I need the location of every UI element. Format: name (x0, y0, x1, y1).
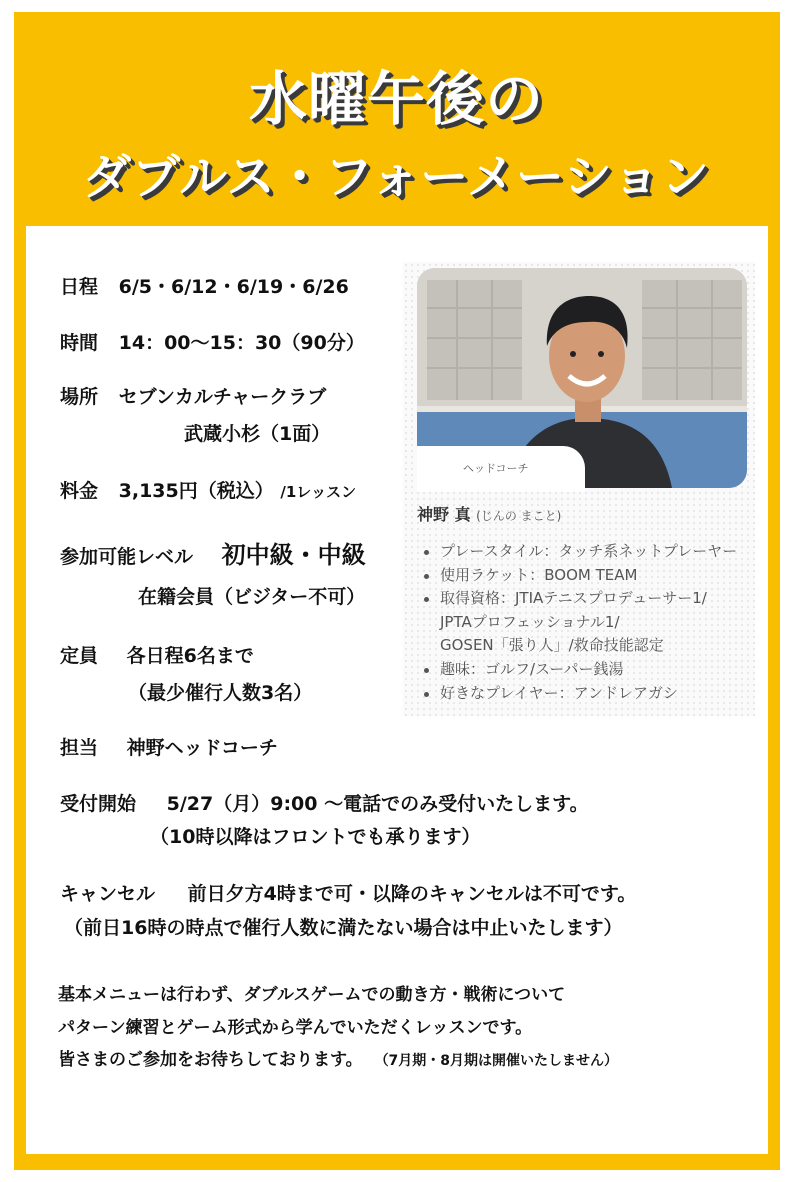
coach-name (417, 502, 561, 525)
description-line-2: パターン練習とゲーム形式から学んでいただくレッスンです。 (58, 1018, 533, 1038)
title-line-1: 水曜午後の (248, 65, 544, 133)
schedule-label: 日程 (60, 276, 99, 298)
description-line-3-text: 皆さまのご参加をお待ちしております。 (58, 1050, 363, 1070)
bio-item-continued: GOSEN「張り人」/救命技能認定 (440, 636, 664, 655)
level-sub: 在籍会員（ビジター不可） (138, 586, 366, 608)
fee-row (60, 476, 356, 503)
cancel-label: キャンセル (60, 883, 156, 905)
time-row (60, 328, 365, 355)
capacity-row (60, 641, 254, 668)
place-value-2: 武蔵小杉（1面） (184, 423, 331, 445)
reception-label: 受付開始 (60, 793, 137, 815)
reception-sub: （10時以降はフロントでも承ります） (150, 826, 481, 848)
fee-unit: /1レッスン (280, 483, 357, 501)
fee-label: 料金 (60, 480, 99, 502)
place-label: 場所 (60, 386, 99, 408)
time-value: 14：00〜15：30（90分） (118, 332, 365, 354)
coach-name-text: 神野 真 (417, 505, 471, 524)
instructor-value: 神野ヘッドコーチ (126, 737, 278, 759)
coach-tab-label: ヘッドコーチ (463, 462, 529, 475)
time-label: 時間 (60, 332, 99, 354)
cancel-sub: （前日16時の時点で催行人数に満たない場合は中止いたします） (64, 917, 623, 939)
capacity-value: 各日程6名まで (126, 645, 254, 667)
coach-name-kana: (じんの まこと) (476, 509, 562, 523)
level-label: 参加可能レベル (60, 546, 194, 568)
cancel-value: 前日夕方4時まで可・以降のキャンセルは不可です。 (187, 883, 637, 905)
schedule-value: 6/5・6/12・6/19・6/26 (118, 276, 349, 298)
cancel-row (60, 879, 636, 906)
title-line-2: ダブルス・フォーメーション (83, 149, 710, 205)
bio-item: 趣味：ゴルフ/スーパー銭湯 (420, 658, 737, 682)
capacity-label: 定員 (60, 645, 99, 667)
reception-value: 5/27（月）9:00 〜電話でのみ受付いたします。 (166, 793, 589, 815)
place-row (60, 382, 326, 409)
place-value: セブンカルチャークラブ (118, 386, 327, 408)
schedule-row (60, 272, 349, 299)
bio-item: 好きなプレイヤー：アンドレアガシ (420, 682, 737, 706)
instructor-label: 担当 (60, 737, 99, 759)
coach-bio-list (420, 540, 737, 705)
fee-value: 3,135円（税込） (118, 480, 274, 502)
reception-row (60, 789, 589, 816)
level-value: 初中級・中級 (221, 541, 366, 569)
bio-item: プレースタイル：タッチ系ネットプレーヤー (420, 540, 737, 564)
level-row (60, 535, 366, 570)
bio-item: 使用ラケット：BOOM TEAM (420, 564, 737, 588)
bio-item: 取得資格：JTIAテニスプロデューサー1/ (420, 587, 737, 611)
capacity-sub: （最少催行人数3名） (128, 682, 313, 704)
bio-item-continued: JPTAプロフェッショナル1/ (440, 612, 620, 631)
description-line-1: 基本メニューは行わず、ダブルスゲームでの動き方・戦術について (58, 985, 566, 1005)
description-line-3 (58, 1045, 618, 1070)
instructor-row (60, 733, 278, 760)
description-note: （7月期・8月期は開催いたしません） (374, 1053, 619, 1069)
